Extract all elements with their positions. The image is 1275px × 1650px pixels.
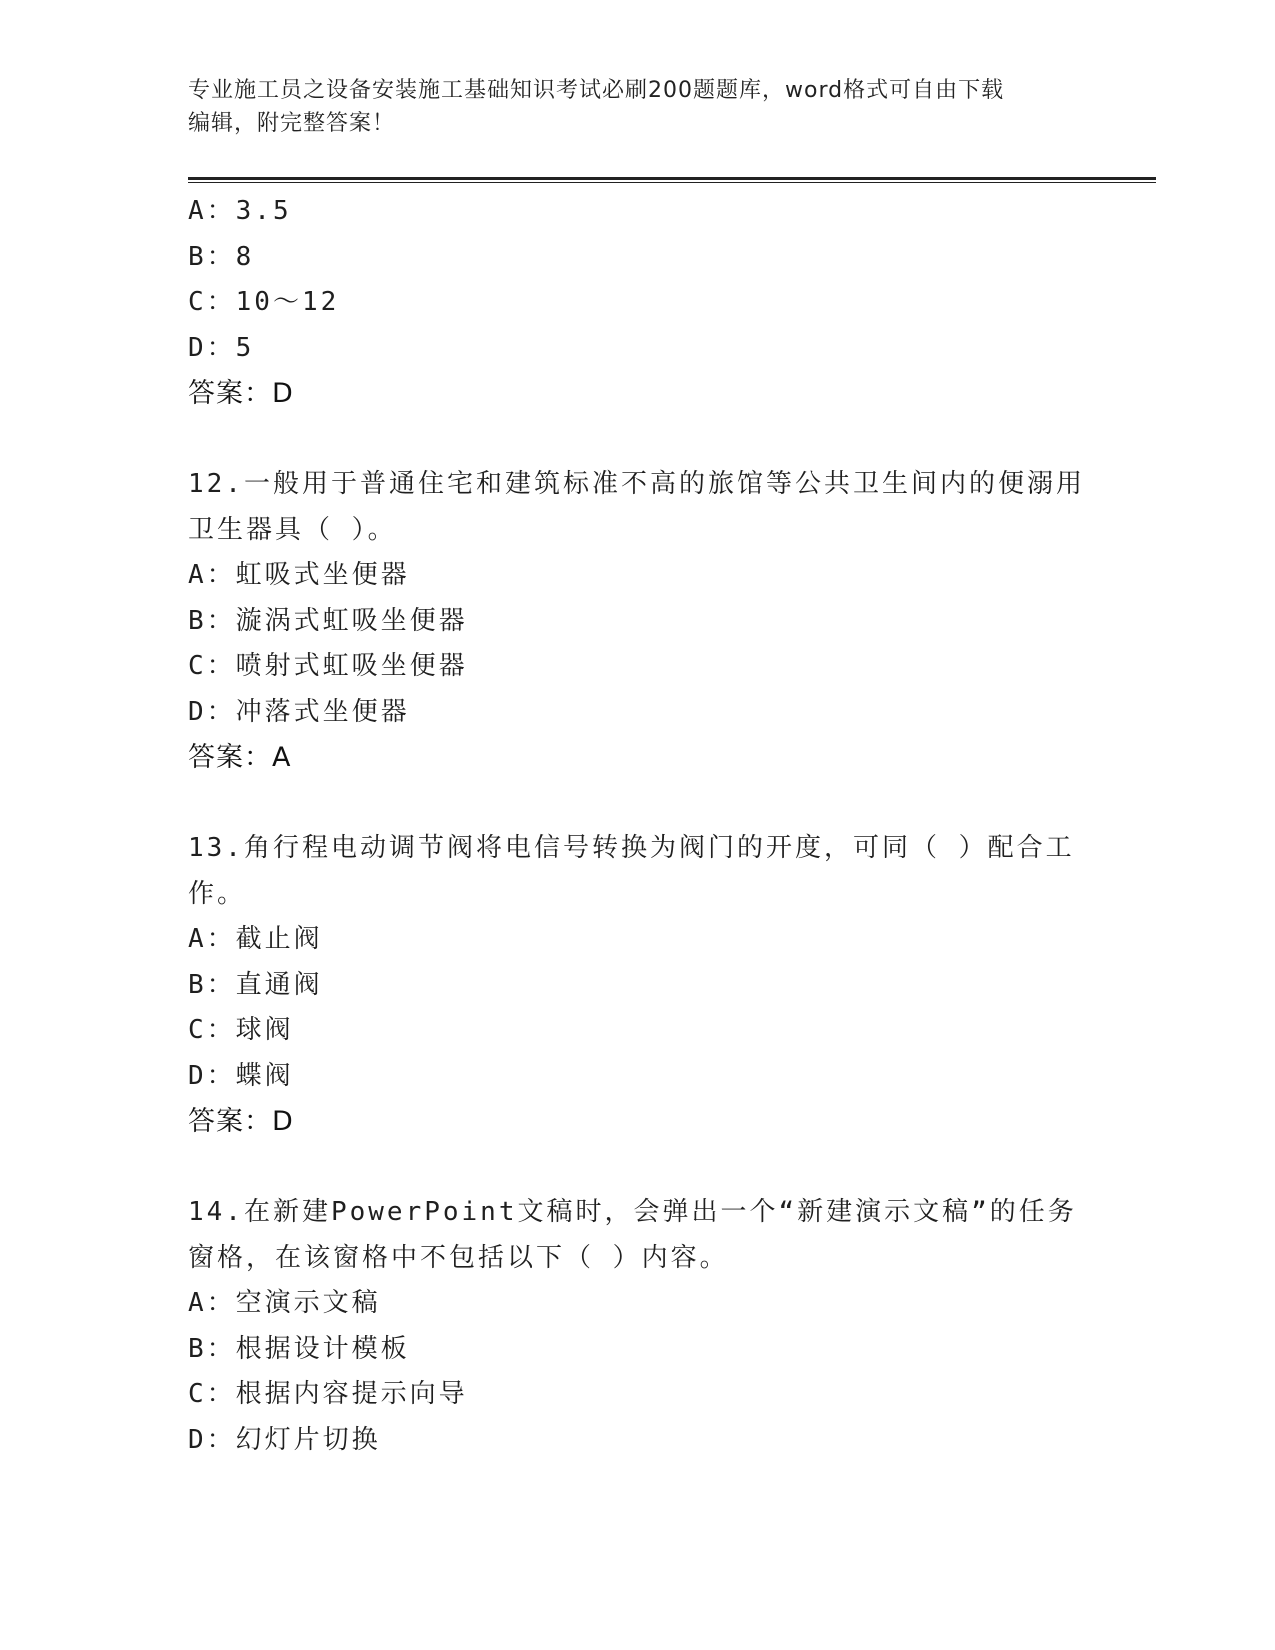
answer-line: 答案：D xyxy=(188,378,294,409)
option-a: A：虹吸式坐便器 xyxy=(188,560,410,590)
option-a: A：空演示文稿 xyxy=(188,1288,381,1318)
header-line-1: 专业施工员之设备安装施工基础知识考试必刷200题题库，word格式可自由下载 xyxy=(188,78,1005,103)
question-stem-line-2: 卫生器具（ ）。 xyxy=(188,514,397,545)
answer-line: 答案：A xyxy=(188,742,292,773)
option-a: A：截止阀 xyxy=(188,924,323,954)
option-b: B：直通阀 xyxy=(188,969,323,1000)
option-a: A：3.5 xyxy=(188,196,292,226)
option-c: C：喷射式虹吸坐便器 xyxy=(188,651,468,681)
page-header xyxy=(188,74,1068,140)
spacer xyxy=(188,1145,1088,1191)
question-stem-line-1: 13.角行程电动调节阀将电信号转换为阀门的开度，可同（ ）配合工 xyxy=(188,833,1075,863)
option-b: B：8 xyxy=(188,241,255,272)
option-d: D：冲落式坐便器 xyxy=(188,696,410,727)
option-c: C：10～12 xyxy=(188,287,340,317)
answer-line: 答案：D xyxy=(188,1106,294,1137)
option-d: D：蝶阀 xyxy=(188,1060,294,1091)
option-b: B：漩涡式虹吸坐便器 xyxy=(188,605,468,636)
header-rule-thick xyxy=(188,177,1156,180)
question-14 xyxy=(188,1190,1088,1463)
option-d: D：5 xyxy=(188,332,255,363)
question-13 xyxy=(188,826,1088,1145)
header-line-2: 编辑，附完整答案！ xyxy=(188,111,396,136)
question-stem-line-1: 14.在新建PowerPoint文稿时，会弹出一个“新建演示文稿”的任务 xyxy=(188,1197,1077,1227)
question-stem-line-2: 窗格，在该窗格中不包括以下（ ）内容。 xyxy=(188,1242,729,1273)
spacer xyxy=(188,781,1088,827)
option-c: C：球阀 xyxy=(188,1015,294,1045)
option-b: B：根据设计模板 xyxy=(188,1333,410,1364)
spacer xyxy=(188,417,1088,463)
option-c: C：根据内容提示向导 xyxy=(188,1379,468,1409)
header-rule-thin xyxy=(188,182,1156,183)
question-11 xyxy=(188,189,1088,417)
question-stem-line-1: 12.一般用于普通住宅和建筑标准不高的旅馆等公共卫生间内的便溺用 xyxy=(188,469,1085,499)
question-stem-line-2: 作。 xyxy=(188,878,247,909)
question-12 xyxy=(188,462,1088,781)
option-d: D：幻灯片切换 xyxy=(188,1424,381,1455)
questions-content xyxy=(188,189,1088,1463)
